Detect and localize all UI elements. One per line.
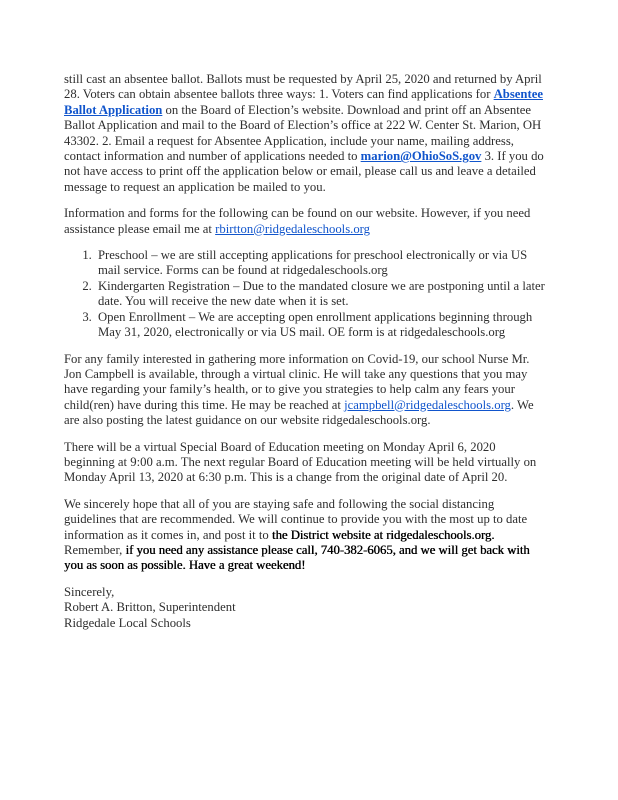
text-segment: on the Board of Election’s website. Download and print off an Absentee Ballot Application and mail to the Board of Election’s office at 222 W. Center St. Marion, OH 43302. 2. Email a request for Absentee Application, include your name, mailing address, contact information and number of applications needed to <box>64 102 542 164</box>
text-segment: Remember, <box>64 542 126 557</box>
list-item-preschool: 1. Preschool – we are still accepting applications for preschool electronically or via US mail service. Forms can be found at ridgedaleschools.org <box>95 248 548 279</box>
letter-body <box>64 72 548 631</box>
paragraph-closing-remarks <box>64 497 548 574</box>
text-segment: still cast an absentee ballot. Ballots must be requested by April 25, 2020 and returned by April 28. Voters can obtain absentee ballots three ways: 1. Voters can find applications for <box>64 72 542 102</box>
info-list <box>64 248 548 340</box>
text-segment: For any family interested in gathering more information on Covid-19, our school Nurse Mr. Jon Campbell is available, through a virtual clinic. He will take any questions that you may have regarding your family’s health, or to give you strategies to help calm any fears your child(ren) have during this time. He may be reached at <box>64 351 530 412</box>
assistance-phone-text: if you need any assistance please call, 740-382-6065, and we will get back with you as soon as possible. Have a great weekend! <box>64 542 530 573</box>
signature-sincerely: Sincerely, <box>64 584 115 599</box>
paragraph-nurse-info <box>64 352 548 429</box>
marion-email-link[interactable]: marion@OhioSoS.gov <box>360 149 482 164</box>
paragraph-website-info <box>64 206 548 237</box>
signature-block <box>64 585 548 631</box>
absentee-ballot-application-link[interactable]: Absentee Ballot Application <box>64 87 543 117</box>
paragraph-absentee-ballot <box>64 72 548 195</box>
paragraph-board-meeting: There will be a virtual Special Board of Education meeting on Monday April 6, 2020 beginning at 9:00 a.m. The next regular Board of Education meeting will be held virtually on Monday April 13, 2020 at 6:30 p.m. This is a change from the original date of April 20. <box>64 439 537 485</box>
district-website-text: the District website at ridgedaleschools.org. <box>271 527 495 542</box>
list-item-open-enrollment: 3. Open Enrollment – We are accepting open enrollment applications beginning through May 31, 2020, electronically or via US mail. OE form is at ridgedaleschools.org <box>95 310 548 341</box>
text-segment: Information and forms for the following can be found on our website. However, if you need assistance please email me at <box>64 206 531 236</box>
rbirtton-email-link[interactable]: rbirtton@ridgedaleschools.org <box>215 221 370 236</box>
list-item-kindergarten: 2. Kindergarten Registration – Due to the mandated closure we are postponing until a later date. You will receive the new date when it is set. <box>95 279 548 310</box>
signature-organization: Ridgedale Local Schools <box>64 615 191 630</box>
text-segment: . We are also posting the latest guidance on our website ridgedaleschools.org. <box>64 397 534 428</box>
signature-name: Robert A. Britton, Superintendent <box>64 600 236 615</box>
jcampbell-email-link[interactable]: jcampbell@ridgedaleschools.org <box>344 397 511 412</box>
text-segment: We sincerely hope that all of you are staying safe and following the social distancing guidelines that are recommended. We will continue to provide you with the most up to date information as it comes in, and post it to <box>64 496 528 542</box>
text-segment: 3. If you do not have access to print off the application below or email, please call us and leave a detailed message to request an application be mailed to you. <box>64 149 544 194</box>
